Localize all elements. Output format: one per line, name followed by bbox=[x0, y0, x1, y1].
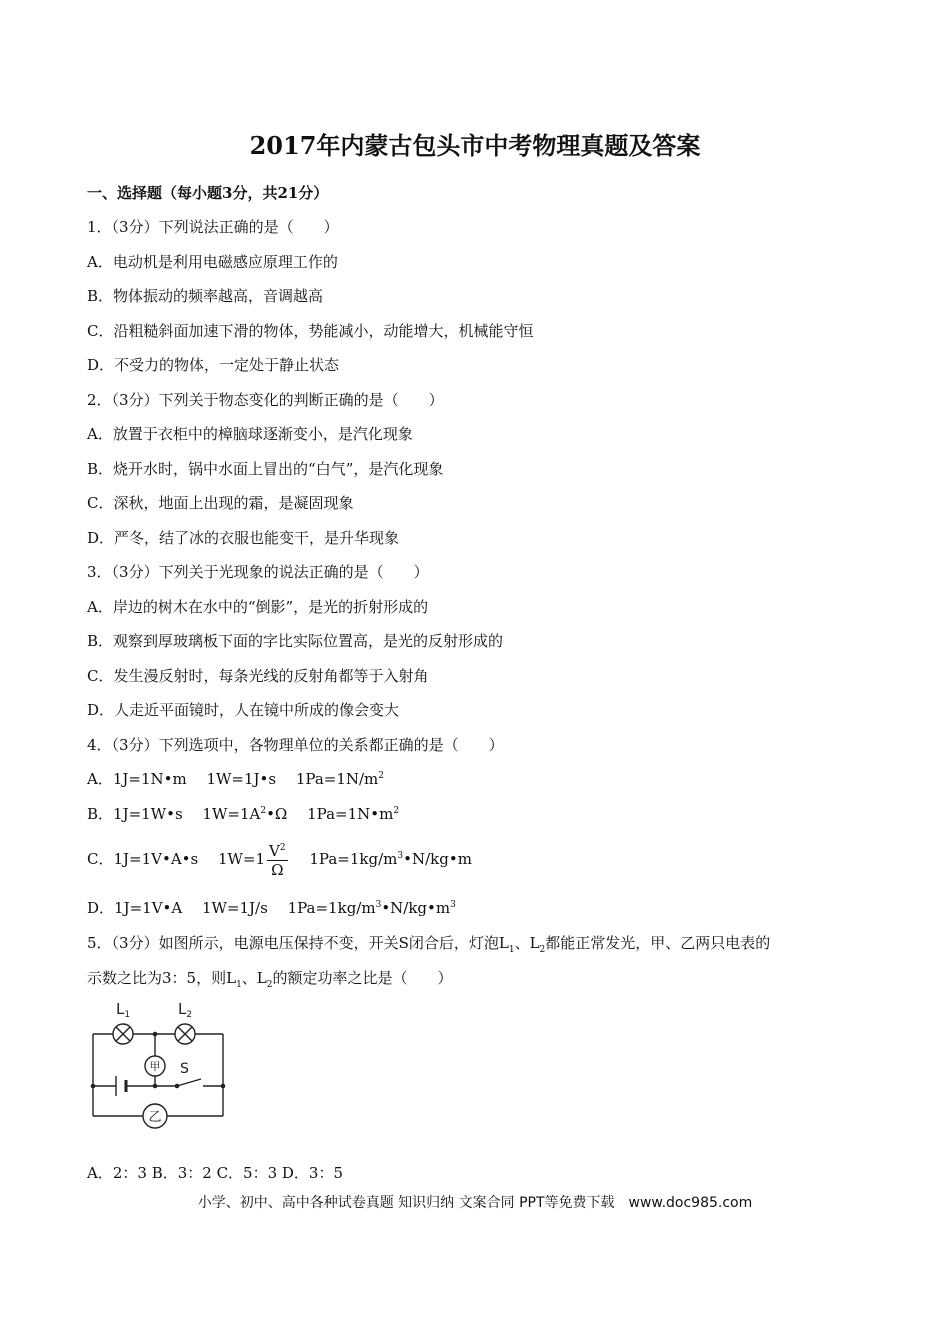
question-3-stem: 3．（3分）下列关于光现象的说法正确的是（ ） bbox=[87, 563, 429, 581]
question-3-option-a: A．岸边的树木在水中的“倒影”，是光的折射形成的 bbox=[87, 598, 429, 616]
question-1-stem: 1．（3分）下列说法正确的是（ ） bbox=[87, 218, 339, 236]
question-4-option-c: C．1J=1V•A•s 1W=1 $\frac{V^2}{\Omega}$ $1Pa=1kg/m^3•N/kg•m$ bbox=[87, 841, 472, 879]
question-1-option-d: D．不受力的物体，一定处于静止状态 bbox=[87, 356, 340, 374]
question-1-option-c: C．沿粗糙斜面加速下滑的物体，势能减小，动能增大，机械能守恒 bbox=[87, 322, 534, 340]
lamp-l1-label: $L_1$ bbox=[116, 1000, 131, 1020]
lamp-l2-icon bbox=[175, 1024, 195, 1044]
question-2-option-d: D．严冬，结了冰的衣服也能变干，是升华现象 bbox=[87, 529, 400, 547]
junction-dot bbox=[153, 1032, 158, 1037]
circuit-diagram bbox=[80, 995, 240, 1135]
question-5-options: A．2：3 B．3：2 C．5：3 D．3：5 bbox=[87, 1164, 344, 1182]
question-3-option-c: C．发生漫反射时，每条光线的反射角都等于入射角 bbox=[87, 667, 429, 685]
lamp-l2-label: $L_2$ bbox=[178, 1000, 193, 1020]
junction-dot bbox=[221, 1084, 226, 1089]
question-5-stem-continued: 示数之比为3：5，则$L_1$、$L_2$的额定功率之比是（ ） bbox=[87, 969, 453, 990]
question-5-stem: 5．（3分）如图所示，电源电压保持不变，开关S闭合后，灯泡$L_1$、$L_2$都能正常发光，甲、乙两只电表的 bbox=[87, 934, 771, 955]
question-1-option-b: B．物体振动的频率越高，音调越高 bbox=[87, 287, 324, 305]
section-heading: 一、选择题（每小题3分，共21分） bbox=[87, 184, 329, 202]
lamp-l1-icon bbox=[113, 1024, 133, 1044]
question-1-option-a: A．电动机是利用电磁感应原理工作的 bbox=[87, 253, 338, 271]
question-4-option-b: B．1J=1W•s $1W=1A^2•\Omega$ $1Pa=1N•m^2$ bbox=[87, 805, 400, 823]
question-2-option-c: C．深秋，地面上出现的霜，是凝固现象 bbox=[87, 494, 354, 512]
question-3-option-d: D．人走近平面镜时，人在镜中所成的像会变大 bbox=[87, 701, 400, 719]
question-2-option-a: A．放置于衣柜中的樟脑球逐渐变小，是汽化现象 bbox=[87, 425, 413, 443]
question-3-option-b: B．观察到厚玻璃板下面的字比实际位置高，是光的反射形成的 bbox=[87, 632, 504, 650]
switch-label: S bbox=[180, 1061, 189, 1077]
question-2-option-b: B．烧开水时，锅中水面上冒出的“白气”，是汽化现象 bbox=[87, 460, 444, 478]
battery-icon bbox=[116, 1076, 126, 1096]
question-4-stem: 4．（3分）下列选项中，各物理单位的关系都正确的是（ ） bbox=[87, 736, 504, 754]
junction-dot bbox=[175, 1084, 180, 1089]
junction-dot bbox=[153, 1084, 158, 1089]
meter-yi-label: 乙 bbox=[148, 1110, 162, 1125]
fraction: $\frac{V^2}{\Omega}$ bbox=[269, 841, 286, 879]
junction-dot bbox=[91, 1084, 96, 1089]
question-4-option-a: A．1J=1N•m 1W=1J•s $1Pa=1N/m^2$ bbox=[87, 770, 385, 788]
question-4-option-d: D．1J=1V•A 1W=1J/s $1Pa=1kg/m^3•N/kg•m^3$ bbox=[87, 899, 456, 917]
page-footer: 小学、初中、高中各种试卷真题 知识归纳 文案合同 PPT等免费下载 www.doc985.com bbox=[197, 1195, 753, 1211]
question-2-stem: 2．（3分）下列关于物态变化的判断正确的是（ ） bbox=[87, 391, 444, 409]
meter-jia-label: 甲 bbox=[149, 1060, 161, 1073]
page-title: 2017年内蒙古包头市中考物理真题及答案 bbox=[249, 131, 701, 160]
